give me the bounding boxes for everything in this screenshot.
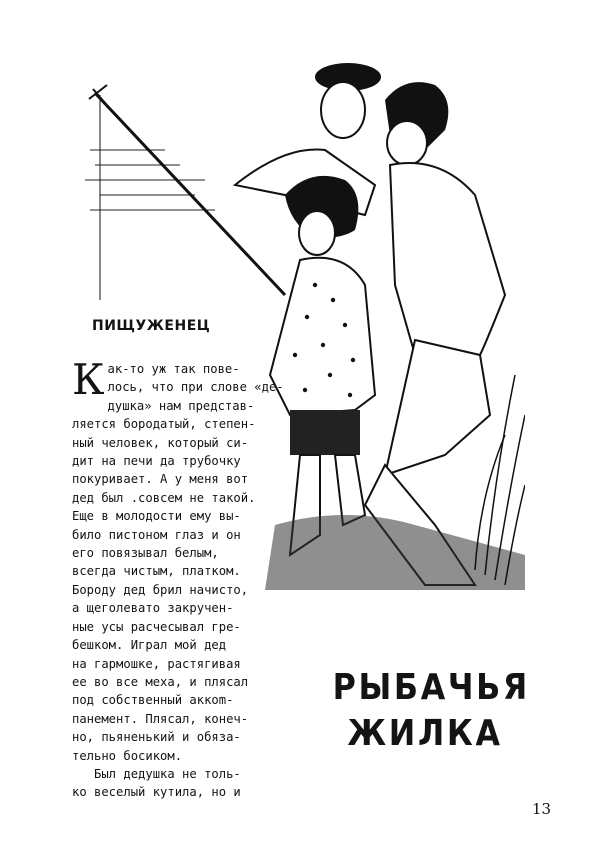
text-line: Бороду дед брил начисто, [72,582,249,597]
text-line: лось, что при слове «де- [107,380,284,395]
text-line: но, пьяненький и обяза- [72,730,241,745]
text-line: ляется бородатый, степен- [72,417,256,432]
chapter-heading: ПИЩУЖЕНЕЦ [92,318,211,334]
text-line: под собственный аккоm- [72,693,234,708]
fishing-rod [95,93,285,295]
ground-shading [265,515,525,590]
text-line: Был дедушка не толь- [72,766,241,781]
text-line: всегда чистым, платком. [72,564,241,579]
drop-cap: К [72,355,105,404]
text-line: его повязывал белым, [72,546,219,561]
text-line: бешком. Играл мой дед [72,638,227,653]
boy-front [270,176,375,555]
body-text [72,355,284,802]
text-line: ак-то уж так пове- [107,362,240,376]
text-line: ее во все меха, и плясал [72,674,249,689]
text-line: било пистоном глаз и он [72,527,241,542]
text-line: на гармошке, растягивая [72,656,241,671]
text-line: дит на печи да трубочку [72,454,241,469]
text-line: покуривает. А у меня вот [72,472,249,487]
book-title-line-1: РЫБАЧЬЯ [332,667,530,708]
book-title [332,665,530,757]
text-line: душка» нам представ- [107,398,255,413]
text-line: дед был .совсем не такой. [72,490,256,505]
text-line: а щеголевато закручен- [72,601,234,616]
text-line: тельно босиком. [72,748,183,763]
boy-right [365,82,505,585]
book-title-line-2: ЖИЛКА [347,713,503,754]
text-line: панемент. Плясал, конеч- [72,711,249,726]
text-line: ко веселый кутила, но и [72,785,241,800]
page-number: 13 [532,800,552,818]
text-line: ные усы расчесывал гре- [72,619,241,634]
text-line: ный человек, который си- [72,435,249,450]
text-line: Еще в молодости ему вы- [72,509,241,524]
